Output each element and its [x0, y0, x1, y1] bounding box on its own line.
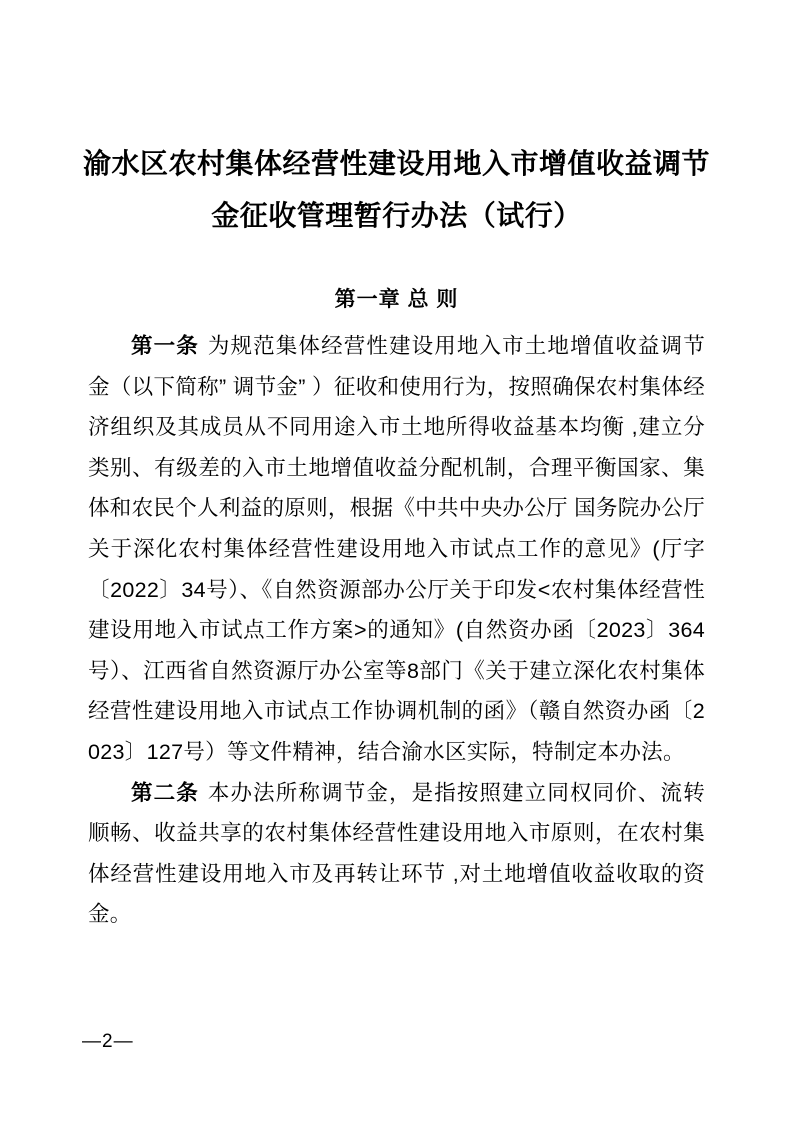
article-1-text: 为规范集体经营性建设用地入市土地增值收益调节金（以下简称” 调节金” ）征收和使用行为，按照确保农村集体经济组织及其成员从不同用途入市土地所得收益基本均衡 ,建立分类别、有级差的入市土地增值收益分配机制，合理平衡国家、集体和农民个人利益的原则，根据《中共中央办公厅 国务院办公厅关于深化农村集体经营性建设用地入市试点工作的意见》(厅字〔2022〕34号）、《自然资源部办公厅关于印发<农村集体经营性建设用地入市试点工作方案>的通知》(自然资办函〔2023〕364号）、江西省自然资源厅办公室等8部门《关于建立深化农村集体经营性建设用地入市试点工作协调机制的函》（赣自然资办函〔2023〕127号）等文件精神，结合渝水区实际，特制定本办法。 — [88, 334, 705, 764]
document-title-line-1: 渝水区农村集体经营性建设用地入市增值收益调节 — [82, 148, 710, 179]
document-body — [88, 326, 705, 935]
document-title-line-2: 金征收管理暂行办法（试行） — [211, 200, 582, 231]
page-number: —2— — [82, 1031, 134, 1052]
article-2-paragraph — [88, 773, 705, 935]
document-title — [60, 138, 733, 242]
chapter-heading: 第一章 总 则 — [334, 288, 459, 311]
article-2-label: 第二条 — [131, 780, 199, 805]
article-1-paragraph — [88, 326, 705, 773]
article-1-label: 第一条 — [131, 334, 199, 358]
article-2-text: 本办法所称调节金，是指按照建立同权同价、流转顺畅、收益共享的农村集体经营性建设用地入市原则，在农村集体经营性建设用地入市及再转让环节 ,对土地增值收益收取的资金。 — [88, 780, 705, 927]
